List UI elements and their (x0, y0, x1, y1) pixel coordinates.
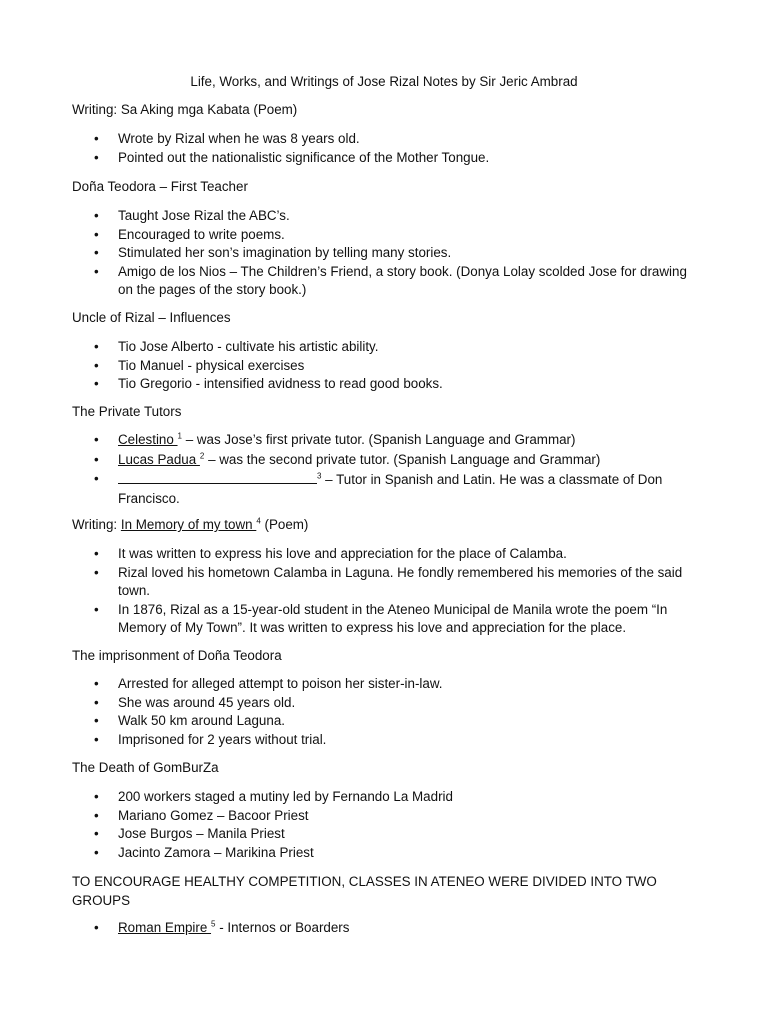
list-item: • 200 workers staged a mutiny led by Fernando La Madrid (72, 788, 692, 807)
list-item: • Celestino $^1$ – was Jose’s first private tutor. (Spanish Language and Grammar) (72, 431, 692, 450)
section-heading-private-tutors: The Private Tutors (72, 404, 182, 419)
bullet-icon: • (94, 694, 99, 710)
bullet-icon: • (94, 920, 99, 935)
list-item: • Tio Gregorio - intensified avidness to read good books. (72, 375, 692, 394)
list-item: • Jacinto Zamora – Marikina Priest (72, 844, 692, 863)
bullet-icon: • (94, 432, 99, 447)
bullet-list-ateneo-groups (72, 919, 692, 938)
list-item: • Walk 50 km around Laguna. (72, 712, 692, 731)
list-item: • Imprisoned for 2 years without trial. (72, 731, 692, 750)
bullet-icon: • (94, 226, 99, 242)
bullet-list-private-tutors (72, 431, 692, 508)
bullet-icon: • (94, 713, 99, 728)
bullet-icon: • (94, 601, 99, 617)
bullet-icon: • (94, 339, 99, 354)
bullet-icon: • (94, 376, 99, 391)
bullet-icon: • (94, 826, 99, 841)
section-heading-dona-teodora: Doña Teodora – First Teacher (72, 179, 248, 194)
list-item: • Stimulated her son’s imagination by telling many stories. (72, 244, 692, 263)
section-heading-uncle-of-rizal: Uncle of Rizal – Influences (72, 310, 231, 325)
bullet-icon: • (94, 807, 99, 823)
list-item: • It was written to express his love and appreciation for the place of Calamba. (72, 545, 692, 564)
list-item: • Roman Empire $^5$ - Internos or Boarders (72, 919, 692, 938)
bullet-list-imprisonment (72, 675, 692, 749)
bullet-icon: • (94, 149, 99, 165)
bullet-icon: • (94, 564, 99, 580)
footnote-marker: 2 (199, 451, 205, 461)
list-item: • Jose Burgos – Manila Priest (72, 825, 692, 844)
list-item: • In 1876, Rizal as a 15-year-old student in the Ateneo Municipal de Manila wrote the poem “In Memory of My Town”. It was written to express his love and appreciation for the place. (94, 601, 668, 635)
bullet-icon: • (94, 357, 99, 373)
group-name: Roman Empire (118, 920, 212, 935)
list-item: • Rizal loved his hometown Calamba in Laguna. He fondly remembered his memories of the said town. (94, 564, 683, 598)
document-title: Life, Works, and Writings of Jose Rizal Notes by Sir Jeric Ambrad (190, 74, 578, 89)
bullet-icon: • (94, 245, 99, 260)
list-item: • Lucas Padua $^2$ – was the second private tutor. (Spanish Language and Grammar) (72, 451, 692, 470)
tutor-name: Lucas Padua (118, 451, 200, 467)
list-item: • Taught Jose Rizal the ABC’s. (72, 207, 692, 226)
section-heading-sa-aking-mga-kabata: Writing: Sa Aking mga Kabata (Poem) (72, 102, 298, 117)
footnote-marker: 4 (256, 516, 261, 526)
list-item: • Encouraged to write poems. (72, 226, 692, 245)
bullet-icon: • (94, 451, 99, 467)
list-item: • She was around 45 years old. (72, 694, 692, 713)
section-heading-in-memory-of-my-town: Writing: In Memory of my town $^4$ (Poem) (72, 516, 309, 532)
footnote-marker: 1 (177, 431, 182, 441)
bullet-list-sa-aking-mga-kabata (72, 130, 692, 167)
bullet-list-dona-teodora (72, 207, 692, 300)
bullet-icon: • (94, 263, 99, 279)
list-item: • Arrested for alleged attempt to poison her sister-in-law. (72, 675, 692, 694)
section-heading-ateneo-groups: TO ENCOURAGE HEALTHY COMPETITION, CLASSES IN ATENEO WERE DIVIDED INTO TWO GROUPS (72, 874, 657, 908)
bullet-icon: • (94, 208, 99, 223)
footnote-marker: 5 (211, 919, 216, 929)
list-item: • Wrote by Rizal when he was 8 years old. (72, 130, 692, 149)
list-item: • Tio Manuel - physical exercises (72, 357, 692, 376)
list-item: • Pointed out the nationalistic significance of the Mother Tongue. (72, 149, 692, 168)
list-item: • Tio Jose Alberto - cultivate his artistic ability. (72, 338, 692, 357)
fill-in-blank (118, 470, 317, 484)
bullet-icon: • (94, 844, 99, 860)
bullet-icon: • (94, 471, 99, 486)
bullet-icon: • (94, 731, 99, 747)
bullet-icon: • (94, 131, 99, 146)
bullet-list-uncle-of-rizal (72, 338, 692, 394)
bullet-list-in-memory-of-my-town (72, 545, 692, 638)
list-item: • $^3$ – Tutor in Spanish and Latin. He was a classmate of Don Francisco. (94, 471, 663, 506)
list-item: • Mariano Gomez – Bacoor Priest (72, 807, 692, 826)
bullet-icon: • (94, 546, 99, 561)
bullet-icon: • (94, 676, 99, 691)
bullet-list-death-of-gomburza (72, 788, 692, 862)
section-heading-imprisonment: The imprisonment of Doña Teodora (72, 648, 282, 663)
tutor-name: Celestino (118, 432, 178, 447)
footnote-marker: 3 (317, 471, 322, 481)
bullet-icon: • (94, 789, 99, 804)
section-heading-death-of-gomburza: The Death of GomBurZa (72, 760, 219, 775)
list-item: • Amigo de los Nios – The Children’s Friend, a story book. (Donya Lolay scolded Jose for drawing on the pages of the story book.) (94, 263, 687, 297)
